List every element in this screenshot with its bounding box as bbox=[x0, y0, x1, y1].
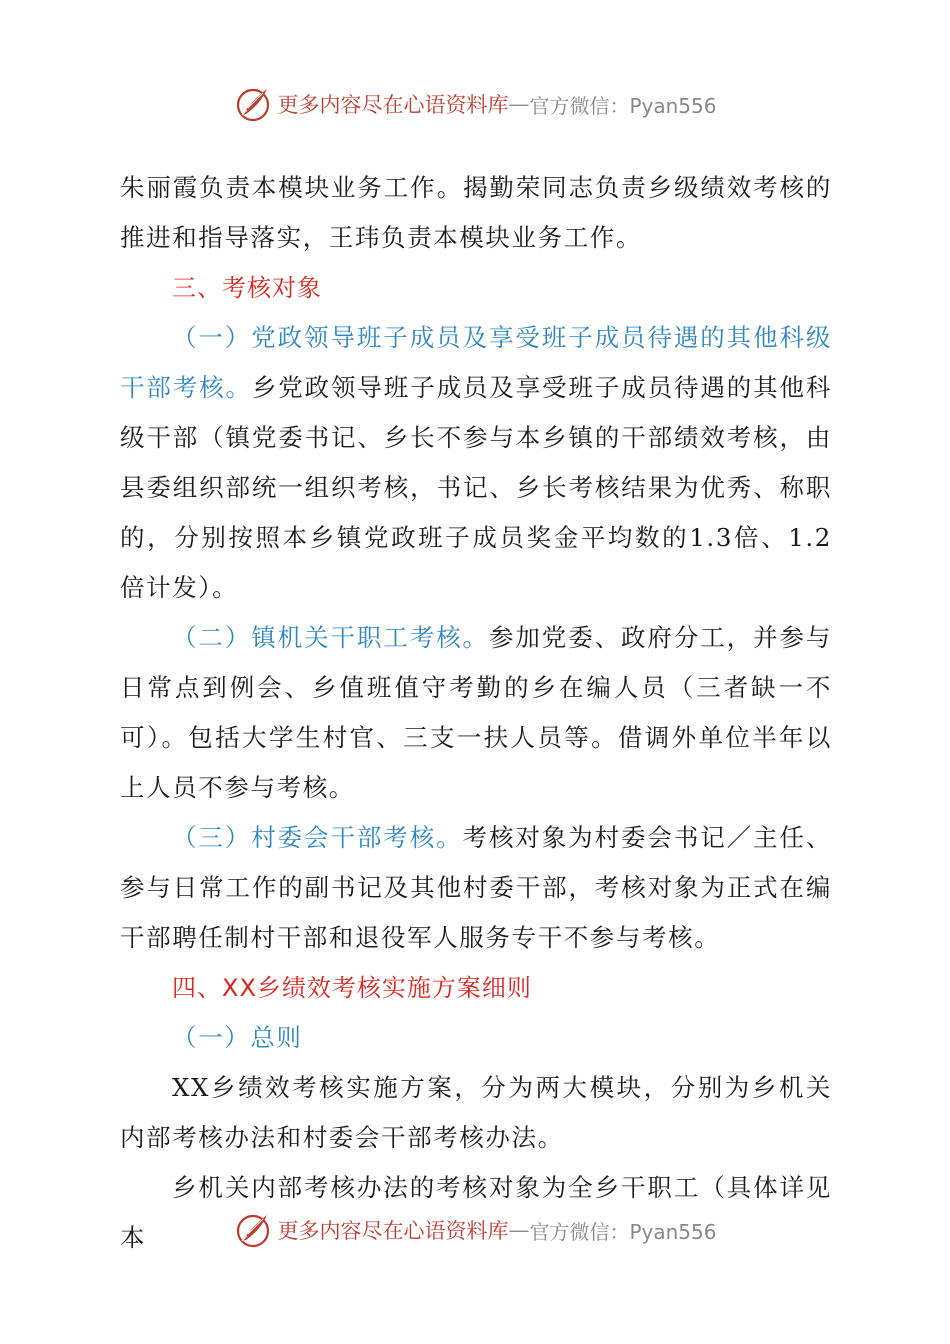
subheading-general: （一）总则 bbox=[172, 1023, 303, 1052]
paragraph-leadership-assessment bbox=[120, 313, 832, 613]
document-body bbox=[120, 163, 832, 1263]
paragraph-internal-assessment: 乡机关内部考核办法的考核对象为全乡干职工（具体详见本 bbox=[120, 1173, 832, 1252]
village-body: 考核对象为村委会书记／主任、参与日常工作的副书记及其他村委干部，考核对象为正式在编干部聘任制村干部和退役军人服务专干不参与考核。 bbox=[120, 823, 832, 952]
banner-separator: — bbox=[508, 1218, 530, 1242]
heading-section-4: 四、XX乡绩效考核实施方案细则 bbox=[172, 974, 532, 1002]
staff-body: 参加党委、政府分工，并参与日常点到例会、乡值班值守考勤的乡在编人员（三者缺一不可）。包括大学生村官、三支一扶人员等。借调外单位半年以上人员不参与考核。 bbox=[120, 623, 832, 802]
feather-pen-logo-icon bbox=[233, 1210, 273, 1250]
heading-section-3: 三、考核对象 bbox=[172, 274, 322, 302]
subheading-staff: （二）镇机关干职工考核。 bbox=[172, 623, 489, 652]
feather-pen-logo-icon bbox=[233, 84, 273, 124]
paragraph-staff-assessment bbox=[120, 613, 832, 813]
subheading-leadership: （一）党政领导班子成员及享受班子成员待遇的其他科级干部考核。 bbox=[120, 323, 832, 402]
leadership-body: 乡党政领导班子成员及享受班子成员待遇的其他科级干部（镇党委书记、乡长不参与本乡镇的干部绩效考核，由县委组织部统一组织考核，书记、乡长考核结果为优秀、称职的，分别按照本乡镇党政班子成员奖金平均数的1.3倍、1.2倍计发）。 bbox=[120, 373, 832, 602]
subheading-village: （三）村委会干部考核。 bbox=[172, 823, 463, 852]
footer-banner bbox=[0, 1208, 950, 1252]
paragraph-village-committee bbox=[120, 813, 832, 963]
banner-brand-text: 更多内容尽在心语资料库 bbox=[277, 1219, 509, 1243]
banner-contact-text: 官方微信：Pyan556 bbox=[529, 1219, 717, 1244]
banner-separator: — bbox=[508, 92, 530, 116]
banner-brand-text: 更多内容尽在心语资料库 bbox=[277, 93, 509, 117]
paragraph-overview: XX乡绩效考核实施方案，分为两大模块，分别为乡机关内部考核办法和村委会干部考核办法。 bbox=[120, 1073, 832, 1152]
banner-contact-text: 官方微信：Pyan556 bbox=[529, 93, 717, 118]
header-banner bbox=[0, 82, 950, 126]
paragraph-responsibility: 朱丽霞负责本模块业务工作。揭勤荣同志负责乡级绩效考核的推进和指导落实，王玮负责本模块业务工作。 bbox=[120, 173, 832, 252]
